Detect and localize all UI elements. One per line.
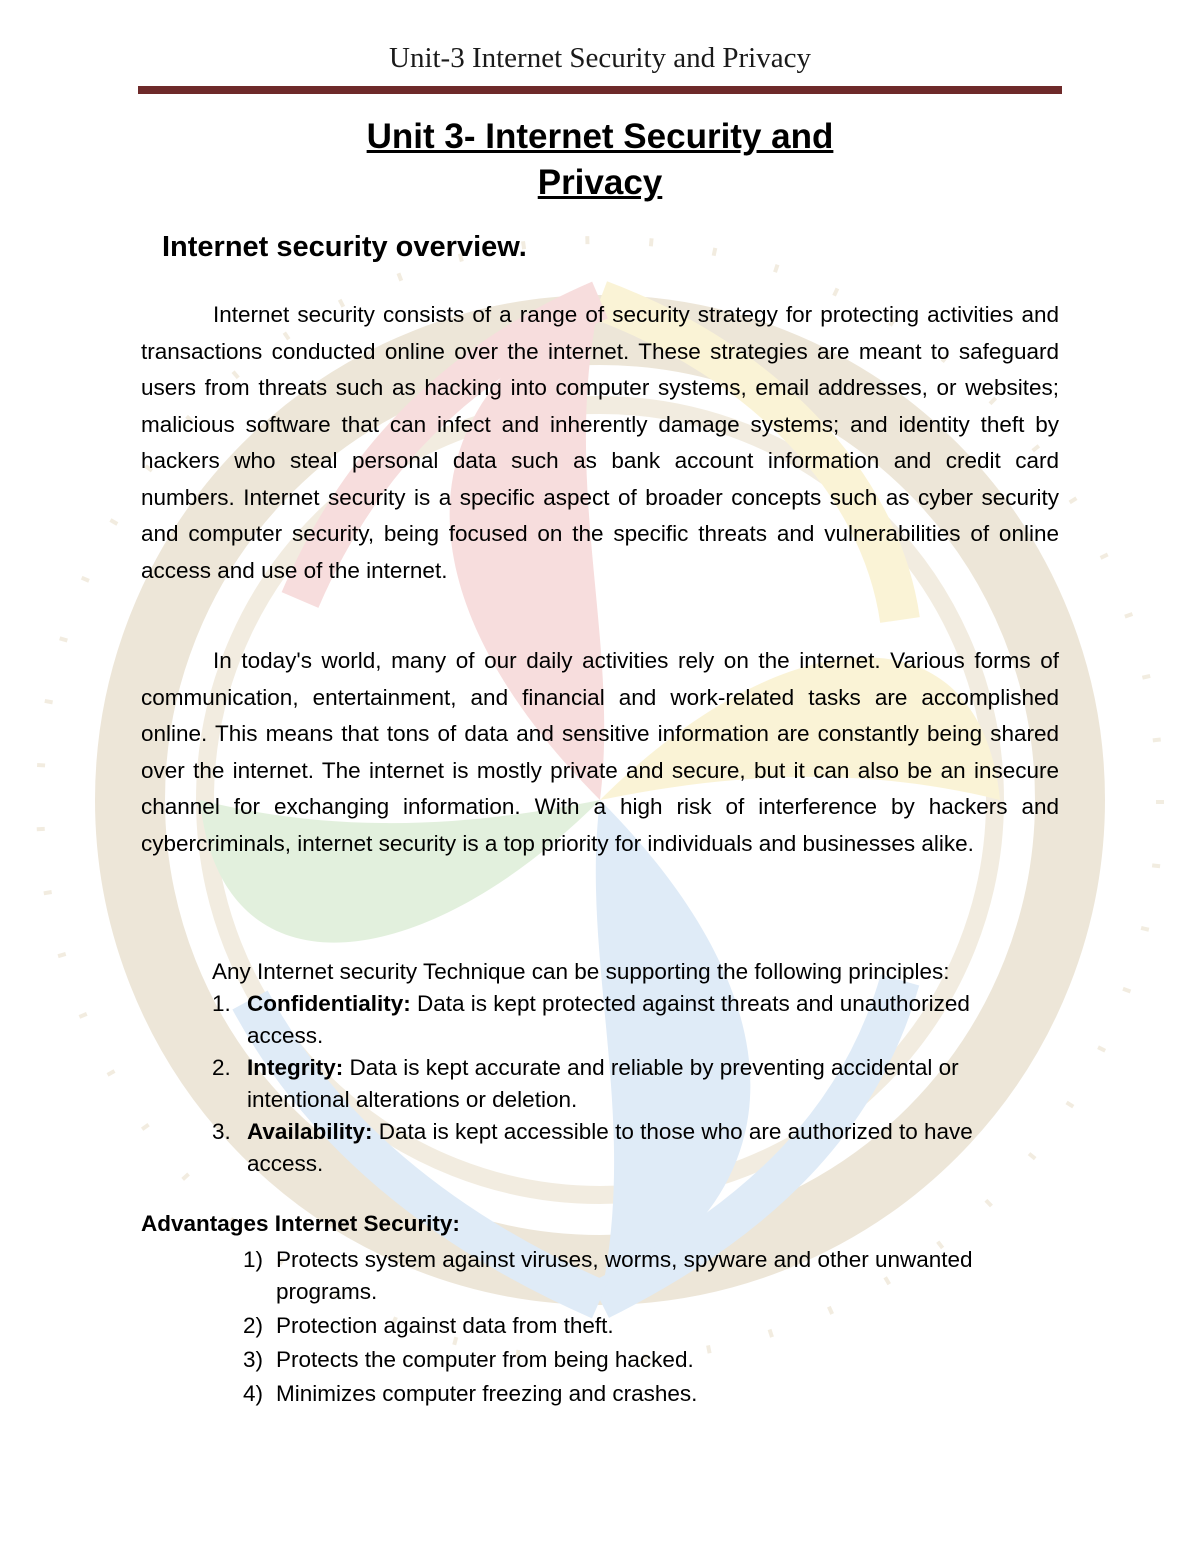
principle-text: Data is kept accessible to those who are authorized to have access. [247, 1119, 973, 1176]
list-item [243, 1378, 1043, 1410]
principles-list [212, 988, 1042, 1180]
list-item [212, 1116, 1042, 1180]
list-item-number: 4) [243, 1381, 264, 1406]
document-title-line-1: Unit 3- Internet Security and [366, 117, 834, 156]
list-item-number: 3) [243, 1347, 264, 1372]
header-rule [138, 86, 1062, 94]
document-title-line-2: Privacy [537, 163, 663, 202]
advantage-text: Minimizes computer freezing and crashes. [276, 1381, 698, 1406]
list-item [243, 1344, 1043, 1376]
list-item [243, 1310, 1043, 1342]
list-item-number: 2) [243, 1313, 264, 1338]
principles-intro: Any Internet security Technique can be supporting the following principles: [212, 959, 950, 984]
list-item [212, 1052, 1042, 1116]
list-item [212, 988, 1042, 1052]
principle-term: Availability: [247, 1119, 373, 1144]
principle-text: Data is kept protected against threats and unauthorized access. [247, 991, 970, 1048]
principle-text: Data is kept accurate and reliable by preventing accidental or intentional alterations or deletion. [247, 1055, 959, 1112]
advantage-text: Protects the computer from being hacked. [276, 1347, 694, 1372]
section-heading: Internet security overview. [162, 231, 527, 263]
principle-term: Confidentiality: [247, 991, 411, 1016]
running-header: Unit-3 Internet Security and Privacy [389, 42, 811, 74]
list-item-number: 2. [212, 1055, 231, 1080]
list-item-number: 1) [243, 1247, 264, 1272]
advantage-text: Protection against data from theft. [276, 1313, 614, 1338]
advantages-heading: Advantages Internet Security: [141, 1211, 460, 1236]
advantages-list [243, 1244, 1043, 1412]
paragraph-2: In today's world, many of our daily activities rely on the internet. Various forms of communication, entertainment, and financial and work-related tasks are accomplished online. This means that tons of data and sensitive information are constantly being shared over the internet. The internet is mostly private and secure, but it can also be an insecure channel for exchanging information. With a high risk of interference by hackers and cybercriminals, internet security is a top priority for individuals and businesses alike. [141, 648, 1059, 856]
document-title [300, 114, 900, 206]
paragraph-1: Internet security consists of a range of security strategy for protecting activities and transactions conducted online over the internet. These strategies are meant to safeguard users from threats such as hacking into computer systems, email addresses, or websites; malicious software that can infect and inherently damage systems; and identity theft by hackers who steal personal data such as bank account information and credit card numbers. Internet security is a specific aspect of broader concepts such as cyber security and computer security, being focused on the specific threats and vulnerabilities of online access and use of the internet. [141, 302, 1059, 583]
principles-block [212, 956, 1042, 1180]
advantage-text: Protects system against viruses, worms, spyware and other unwanted programs. [276, 1247, 973, 1304]
list-item-number: 1. [212, 991, 231, 1016]
list-item-number: 3. [212, 1119, 231, 1144]
list-item [243, 1244, 1043, 1308]
principle-term: Integrity: [247, 1055, 344, 1080]
